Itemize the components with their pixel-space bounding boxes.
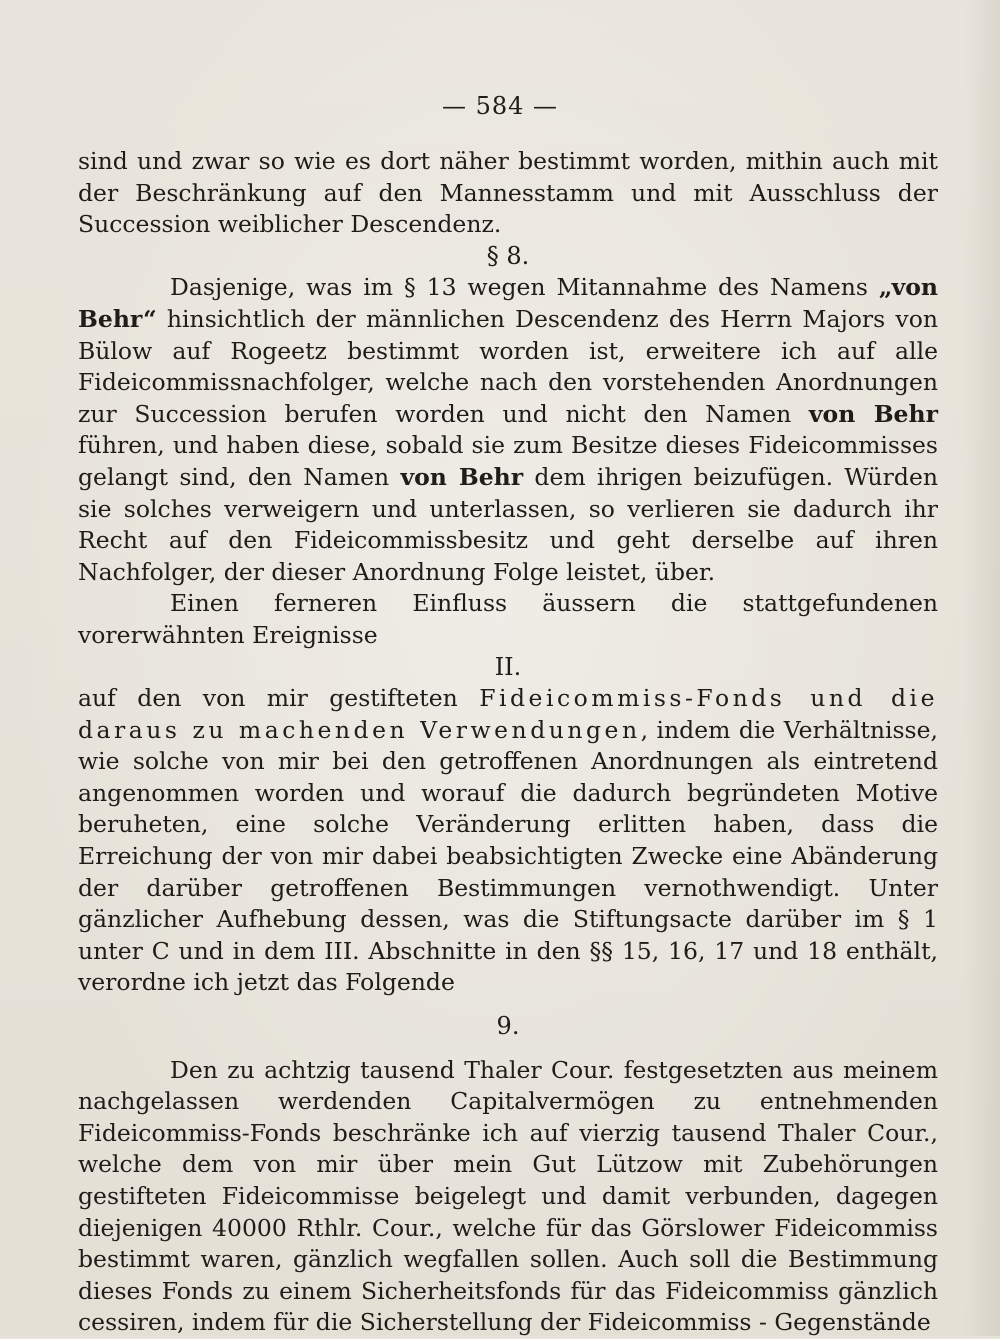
paragraph-4-text-a: auf den von mir gestifteten xyxy=(78,684,480,713)
body-text xyxy=(78,146,938,1339)
name-von-behr-1: von Behr xyxy=(808,399,938,428)
paragraph-2-text-c: hinsichtlich der männlichen Descendenz des Herrn Majors von Bülow auf Rogeetz bestimmt worden ist, erweitere ich auf alle Fideicommissnachfolger, welche nach den vorstehenden Anordnungen zur Succession berufen worden und nicht den Namen xyxy=(78,304,938,428)
paragraph-2 xyxy=(78,272,938,588)
section-heading-8: § 8. xyxy=(486,241,530,270)
name-quote: „von Behr“ xyxy=(78,273,938,333)
paragraph-4-text-c: , indem die Verhältnisse, wie solche von mir bei den getroffenen Anordnungen als eintretend angenommen worden und worauf die dadurch begründeten Motive beruheten, eine solche Veränderung erlitten haben, dass die Erreichung der von mir dabei beabsichtigten Zwecke eine Abänderung der darüber getroffenen Bestimmungen vernothwendigt. Unter gänzlicher Aufhebung dessen, was die Stiftungsacte darüber im § 1 unter C und in dem III. Abschnitte in den §§ 15, 16, 17 und 18 enthält, verordne ich jetzt das Folgende xyxy=(78,715,938,997)
section-heading-II: II. xyxy=(494,652,522,681)
paragraph-1: sind und zwar so wie es dort näher bestimmt worden, mithin auch mit der Beschränkung auf den Mannesstamm und mit Ausschluss der Succession weiblicher Descendenz. xyxy=(78,147,938,239)
paragraph-2-text-e: führen, und haben diese, sobald sie zum Besitze dieses Fideicommisses gelangt sind, den Namen xyxy=(78,431,938,491)
paragraph-5: Den zu achtzig tausend Thaler Cour. festgesetzten aus meinem nachgelassen werdenden Capitalvermögen zu entnehmenden Fideicommiss-Fonds beschränke ich auf vierzig tausend Thaler Cour., welche dem von mir über mein Gut Lützow mit Zubehörungen gestifteten Fideicommisse beigelegt und damit verbunden, dagegen diejenigen 40000 Rthlr. Cour., welche für das Görslower Fideicommiss bestimmt waren, gänzlich wegfallen sollen. Auch soll die Bestimmung dieses Fonds zu einem Sicherheitsfonds für das Fideicommiss gänzlich cessiren, indem für die Sicherstellung der Fideicommiss - Gegenstände xyxy=(78,1055,938,1337)
fonds-emphasis: Fideicommiss-Fonds und die daraus zu machenden Verwendungen xyxy=(78,684,938,744)
paragraph-3: Einen ferneren Einfluss äussern die stattgefundenen vorerwähnten Ereignisse xyxy=(78,589,938,649)
paragraph-2-text-g: dem ihrigen beizufügen. Würden sie solches verweigern und unterlassen, so verlieren sie dadurch ihr Recht auf den Fideicommissbesitz und geht derselbe auf ihren Nachfolger, der dieser Anordnung Folge leistet, über. xyxy=(78,462,938,586)
name-von-behr-2: von Behr xyxy=(400,462,524,491)
paragraph-4 xyxy=(78,683,938,999)
section-heading-9: 9. xyxy=(496,1012,520,1041)
paragraph-2-text-a: Dasjenige, was im § 13 wegen Mitannahme des Namens xyxy=(170,273,879,302)
page-edge-shadow xyxy=(964,0,1000,1336)
page-number: — 584 — xyxy=(441,92,559,120)
